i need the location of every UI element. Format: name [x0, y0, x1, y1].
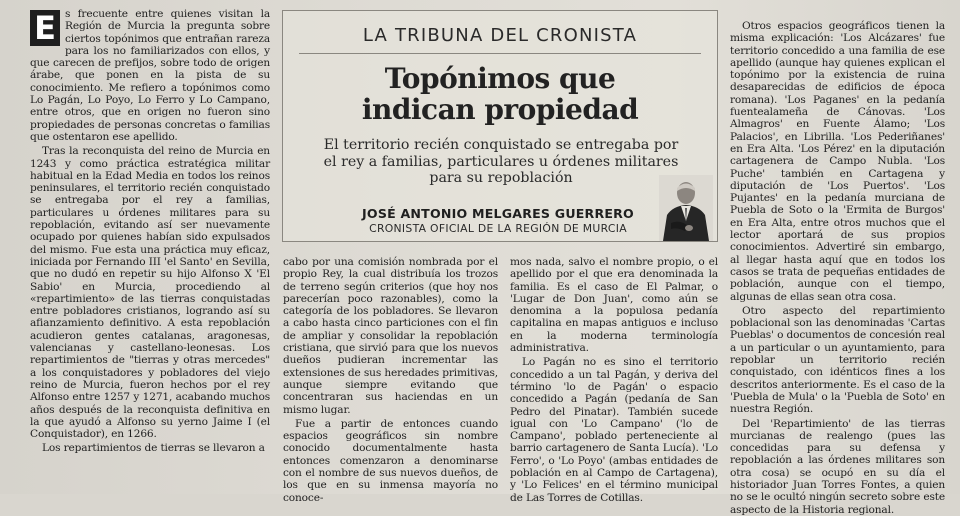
kicker-divider — [299, 53, 701, 54]
article-column-2 — [283, 256, 498, 504]
article-paragraph: E s frecuente entre quienes visitan la Región de Murcia la pregunta sobre ciertos topónimos que entrañan rareza para los no familiarizados con ellos, y que carecen de prefijos, sobre todo de origen árabe, que ponen en la pista de su conocimiento. Me refiero a topónimos como Lo Pagán, Lo Poyo, Lo Ferro y Lo Campano, entre otros, que en origen no fueron sino propiedades de personas concretas o familias que ostentaron ese apellido. — [30, 8, 270, 143]
article-paragraph: Del 'Repartimiento' de las tierras murcianas de realengo (pues las concedidas para su defensa y repoblación a las órdenes militares son otra cosa) se ocupó en su día el historiador Juan Torres Fontes, a quien no se le ocultó ningún secreto sobre este aspecto de la Historia regional. — [730, 417, 945, 516]
author-role: CRONISTA OFICIAL DE LA REGIÓN DE MURCIA — [369, 222, 627, 235]
article-paragraph: Lo Pagán no es sino el territorio concedido a un tal Pagán, y deriva del término 'lo de Pagán' o espacio concedido a Pagán (pedanía de San Pedro del Pinatar). También sucede igual con 'Lo Campano' ('lo de Campano', poblado perteneciente al barrio cartagenero de Santa Lucía). 'Lo Ferro', o 'Lo Poyo' (ambas entidades de población en al Campo de Cartagena), y 'Lo Felices' en el término municipal de Las Torres de Cotillas. — [510, 356, 718, 504]
headline-line-1: Topónimos que — [384, 62, 616, 95]
drop-cap: E — [30, 10, 60, 46]
headline — [283, 63, 717, 125]
article-paragraph: Los repartimientos de tierras se llevaron a — [42, 442, 265, 455]
article-column-4 — [730, 20, 945, 516]
article-paragraph: Otros espacios geográficos tienen la misma explicación: 'Los Alcázares' fue territorio concedido a una familia de ese apellido (aunque hay quienes explican el topónimo por la existencia de ruina desaparecidas de edificios de época romana). 'Los Paganes' en la pedanía fuentealameña de Cánovas. 'Los Almagros' en Fuente Álamo; 'Los Palacios', en Librilla. 'Los Pederiñanes' en Era Alta. 'Los Pérez' en la diputación cartagenera de Campo Nubla. 'Los Puche' también en Cartagena y diputación de 'Los Puertos'. 'Los Pujantes' en la pedanía murciana de Puebla de Soto o la 'Ermita de Burgos' en Era Alta, entre otros muchos que el lector aportará de sus propios conocimientos. Advertiré sin embargo, al llegar hasta aquí que en todos los casos se trata de pequeñas entidades de población, aunque con el tiempo, algunas de ellas sean otra cosa. — [730, 20, 945, 303]
headline-line-2: indican propiedad — [361, 93, 639, 126]
headline-box — [282, 10, 718, 242]
article-paragraph: Tras la reconquista del reino de Murcia en 1243 y como práctica estratégica militar habitual en la Edad Media en todos los reinos peninsulares, el territorio recién conquistado se entregaba por el rey a familias, particulares u órdenes militares para su repoblación, evitando así ser nuevamente ocupado por quienes habían sido expulsados del mismo. Fue esta una práctica muy eficaz, iniciada por Fernando III 'el Santo' en Sevilla, que no dudó en repetir su hijo Alfonso X 'El Sabio' en Murcia, procediendo al «repartimiento» de las tierras conquistadas entre pobladores cristianos, logrando así su afianzamiento definitivo. A esta repoblación acudieron gentes catalanas, aragonesas, valencianas y castellano-leonesas. Los repartimientos de "tierras y otras mercedes" a los conquistadores y pobladores del viejo reino de Murcia, fueron hechos por el rey Alfonso entre 1257 y 1271, acabando muchos años después de la reconquista definitiva en la que ayudó a Alfonso su yerno Jaime I (el Conquistador), en 1266. — [30, 145, 270, 441]
section-kicker: LA TRIBUNA DEL CRONISTA — [362, 25, 638, 46]
standfirst: El territorio recién conquistado se entregaba por el rey a familias, particulares u órdenes militares para su repoblación — [323, 137, 679, 186]
author-portrait — [659, 175, 713, 241]
article-paragraph: Otro aspecto del repartimiento poblacional son las denominadas 'Cartas Pueblas' o documentos de concesión real a un particular o un ayuntamiento, para repoblar un territorio recién conquistado, con idénticos fines a los descritos anteriormente. Es el caso de la 'Puebla de Mula' o la 'Puebla de Soto' en nuestra Región. — [730, 304, 945, 416]
article-column-1 — [30, 8, 270, 492]
article-paragraph: Fue a partir de entonces cuando espacios geográficos sin nombre conocido documentalmente hasta entonces comenzaron a denominarse con el nombre de sus nuevos dueños, de los que en su inmensa mayoría no conoce- — [283, 417, 498, 504]
author-name: JOSÉ ANTONIO MELGARES GUERRERO — [362, 206, 634, 221]
article-paragraph: cabo por una comisión nombrada por el propio Rey, la cual distribuía los trozos de terreno según criterios (que hoy nos parecerían poco razonables), como la categoría de los pobladores. Se llevaron a cabo hasta cinco particiones con el fin de ampliar y consolidar la repoblación cristiana, que sirvió para que los nuevos dueños pudieran incrementar las extensiones de sus heredades primitivas, aunque siempre evitando que concentraran sus haciendas en un mismo lugar. — [283, 256, 498, 416]
article-column-3 — [510, 256, 718, 504]
article-paragraph: mos nada, salvo el nombre propio, o el apellido por el que era denominada la familia. Es el caso de El Palmar, o 'Lugar de Don Juan', como aún se denomina a la populosa pedanía capitalina en mapas antiguos e incluso en la moderna terminología administrativa. — [510, 256, 718, 355]
